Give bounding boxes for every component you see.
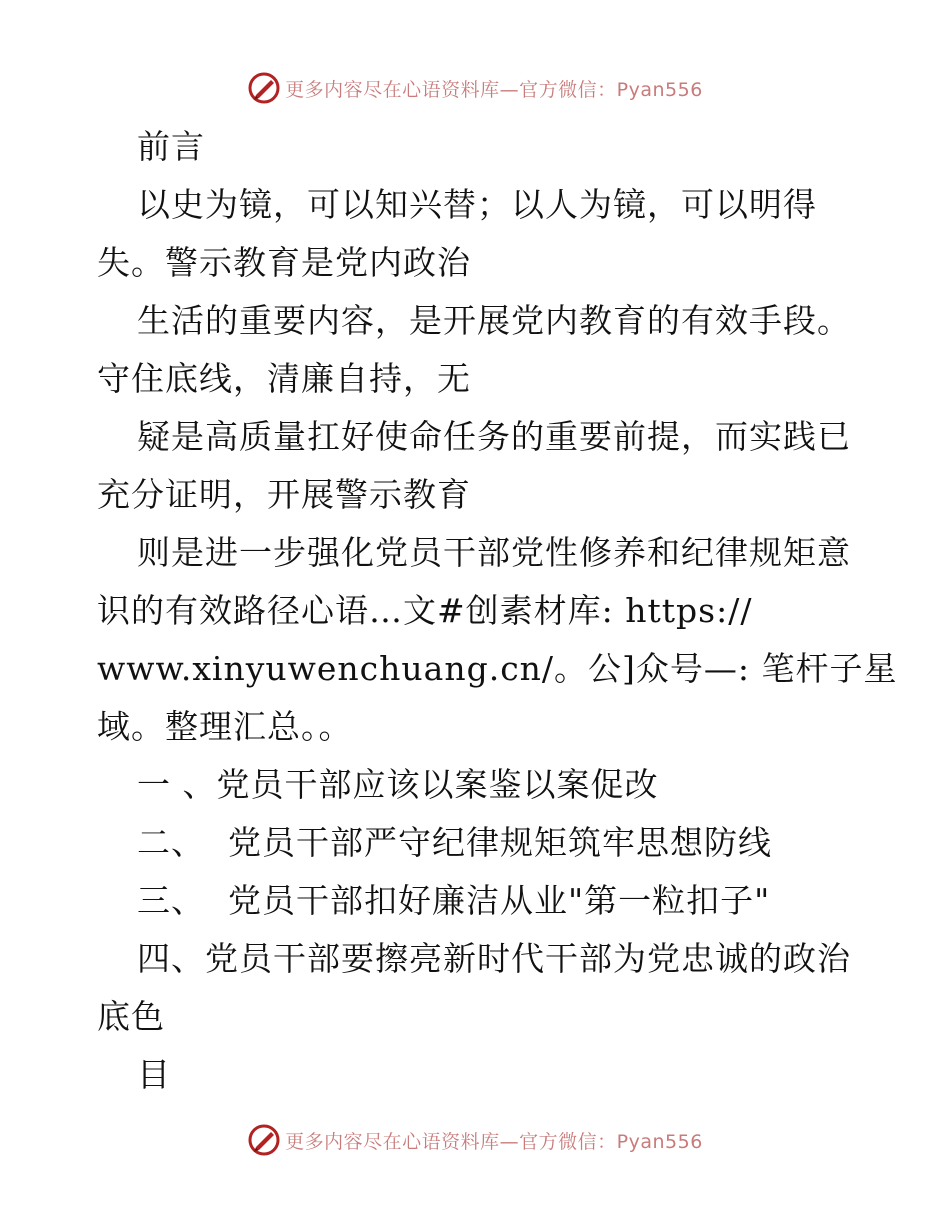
pen-logo-icon (247, 71, 281, 105)
paragraph-line: 则是进一步强化党员干部党性修养和纪律规矩意 (137, 533, 851, 572)
pen-logo-icon (247, 1123, 281, 1157)
watermark-text: 更多内容尽在心语资料库—官方微信：Pyan556 (285, 1130, 703, 1153)
paragraph-line: 域。整理汇总。。 (97, 707, 353, 746)
paragraph-line: 识的有效路径心语…文#创素材库: https:// (97, 591, 753, 630)
paragraph-line: 充分证明，开展警示教育 (97, 475, 471, 514)
footer-watermark (0, 1120, 950, 1160)
paragraph-line: 目 (137, 1055, 171, 1094)
paragraph-line: 二、 党员干部严守纪律规矩筑牢思想防线 (137, 823, 772, 862)
paragraph-line: 疑是高质量扛好使命任务的重要前提，而实践已 (137, 417, 851, 456)
watermark-text: 更多内容尽在心语资料库—官方微信：Pyan556 (285, 78, 703, 101)
paragraph-line: 四、党员干部要擦亮新时代干部为党忠诚的政治 (137, 939, 851, 978)
paragraph-line: 三、 党员干部扣好廉洁从业"第一粒扣子" (137, 881, 771, 920)
paragraph-line: 失。警示教育是党内政治 (97, 243, 471, 282)
header-watermark (0, 68, 950, 108)
paragraph-line: 底色 (97, 997, 165, 1036)
paragraph-line: www.xinyuwenchuang.cn/。公]众号—: 笔杆子星 (97, 649, 898, 688)
paragraph-line: 生活的重要内容，是开展党内教育的有效手段。 (137, 301, 851, 340)
paragraph-line: 一 、党员干部应该以案鉴以案促改 (137, 765, 659, 804)
paragraph-line: 前言 (137, 127, 205, 166)
paragraph-line: 以史为镜，可以知兴替；以人为镜，可以明得 (137, 185, 817, 224)
document-body (97, 118, 898, 1104)
paragraph-line: 守住底线，清廉自持，无 (97, 359, 471, 398)
